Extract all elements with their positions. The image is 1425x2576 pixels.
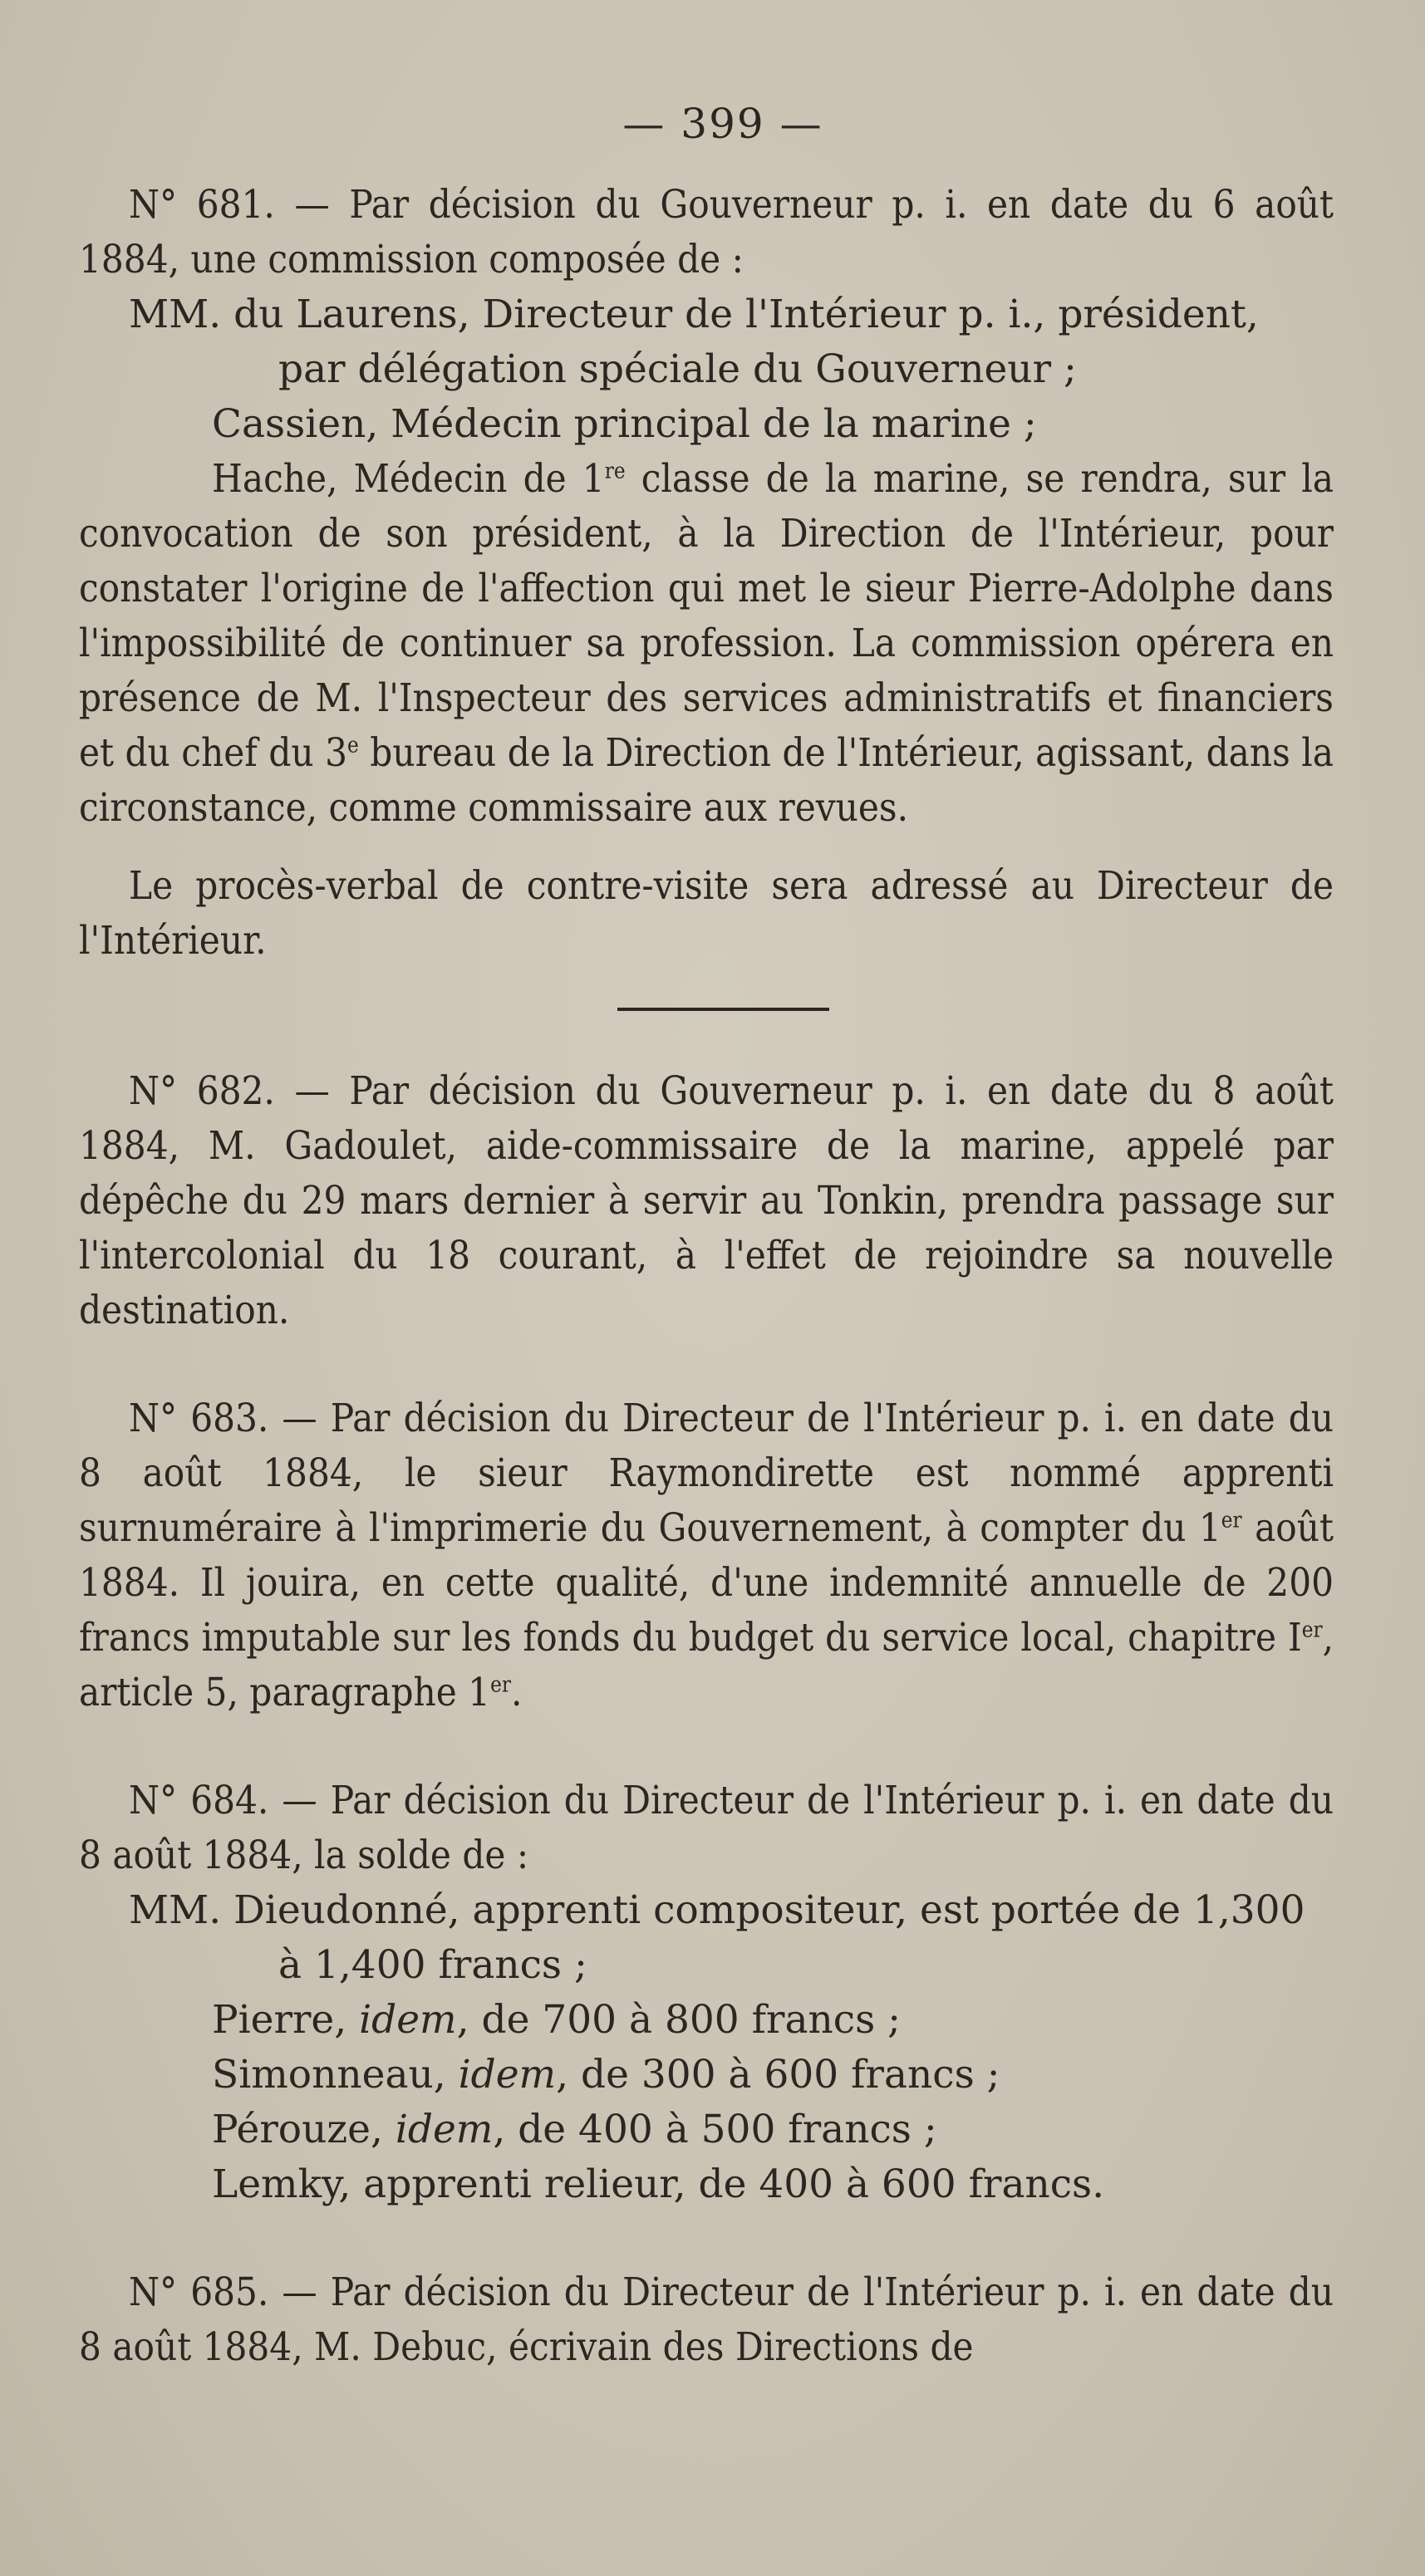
line-4-rest: , de 400 à 500 francs ; <box>493 2107 937 2152</box>
decision-681-closing: Le procès-verbal de contre-visite sera adressé au Directeur de l'Intérieur. <box>79 863 1334 964</box>
decision-681-intro: N° 681. — Par décision du Gouverneur p. i. en date du 6 août 1884, une commission composée de : <box>79 182 1334 282</box>
line-5-text: Lemky, apprenti relieur, de 400 à 600 francs. <box>212 2161 1105 2207</box>
decision-684-line-4 <box>79 2103 1334 2157</box>
page-number: — 399 — <box>622 100 823 148</box>
line-4-idem: idem <box>395 2107 494 2152</box>
decision-682-text: N° 682. — Par décision du Gouverneur p. i. en date du 8 août 1884, M. Gadoulet, aide-commissaire de la marine, appelé par dépêche du 29 mars dernier à servir au Tonkin, prendra passage sur l'intercolonial du 18 courant, à l'effet de rejoindre sa nouvelle destination. <box>79 1068 1334 1333</box>
divider-rule <box>617 1008 829 1011</box>
decision-685 <box>79 2265 1334 2375</box>
decision-685-text: N° 685. — Par décision du Directeur de l'Intérieur p. i. en date du 8 août 1884, M. Debuc, écrivain des Directions de <box>79 2269 1334 2370</box>
line-1-a: MM. Dieudonné, apprenti compositeur, est portée de 1,300 <box>129 1887 1305 1933</box>
decision-681-member-3 <box>79 452 1334 836</box>
decision-681-member-1 <box>79 287 1334 342</box>
line-2-rest: , de 700 à 800 francs ; <box>456 1997 901 2043</box>
line-3-idem: idem <box>458 2052 557 2098</box>
decision-684-line-1-cont <box>79 1938 1334 1993</box>
member-3-post: classe de la marine, se rendra, sur la convocation de son président, à la Direction de l'Intérieur, pour constater l'origine de l'affection qui met le sieur Pierre-Adolphe dans l'impossibilité de continuer sa profession. La commission opérera en présence de M. l'Inspecteur des services administratifs et financiers et du chef du 3 <box>79 456 1334 776</box>
decision-681 <box>79 178 1334 969</box>
member-3-end: bureau de la Direction de l'Intérieur, agissant, dans la circonstance, comme commissaire aux revues. <box>79 730 1334 831</box>
decision-684-intro: N° 684. — Par décision du Directeur de l'Intérieur p. i. en date du 8 août 1884, la solde de : <box>79 1778 1334 1878</box>
line-3-rest: , de 300 à 600 francs ; <box>556 2052 1000 2098</box>
member-1-line-a: MM. du Laurens, Directeur de l'Intérieur p. i., président, <box>129 292 1259 337</box>
superscript-re: re <box>604 459 626 484</box>
member-1-line-b: par délégation spéciale du Gouverneur ; <box>278 346 1077 392</box>
superscript-er-2: er <box>1301 1617 1323 1643</box>
decision-684-line-1 <box>79 1883 1334 1938</box>
decision-683-part-d: . <box>510 1670 523 1715</box>
decision-682 <box>79 1064 1334 1338</box>
section-divider <box>79 999 1334 1014</box>
line-2-name: Pierre, <box>212 1997 360 2043</box>
member-2-text: Cassien, Médecin principal de la marine ; <box>212 401 1037 447</box>
superscript-er-3: er <box>490 1672 511 1698</box>
line-2-idem: idem <box>359 1997 457 2043</box>
superscript-er-1: er <box>1221 1508 1242 1533</box>
line-3-name: Simonneau, <box>212 2052 459 2098</box>
decision-683-part-a: N° 683. — Par décision du Directeur de l'Intérieur p. i. en date du 8 août 1884, le sieur Raymondirette est nommé apprenti surnuméraire à l'imprimerie du Gouvernement, à compter du 1 <box>79 1396 1334 1551</box>
line-4-name: Pérouze, <box>212 2107 396 2152</box>
decision-684-line-3 <box>79 2048 1334 2103</box>
member-3-pre: Hache, Médecin de 1 <box>212 456 605 502</box>
decision-681-member-2 <box>79 397 1334 452</box>
superscript-e: e <box>347 733 359 758</box>
decision-684-line-5 <box>79 2157 1334 2212</box>
decision-681-member-1-cont <box>79 342 1334 397</box>
decision-683-part-b: août 1884. Il jouira, en cette qualité, d'une indemnité annuelle de 200 francs imputable sur les fonds du budget du service local, chapitre I <box>79 1505 1334 1661</box>
decision-684 <box>79 1774 1334 2212</box>
decision-683-part-c: , article 5, paragraphe 1 <box>79 1615 1334 1715</box>
decision-683-text <box>79 1391 1334 1720</box>
decision-683 <box>79 1391 1334 1720</box>
line-1-b: à 1,400 francs ; <box>278 1942 587 1988</box>
decision-684-line-2 <box>79 1993 1334 2048</box>
